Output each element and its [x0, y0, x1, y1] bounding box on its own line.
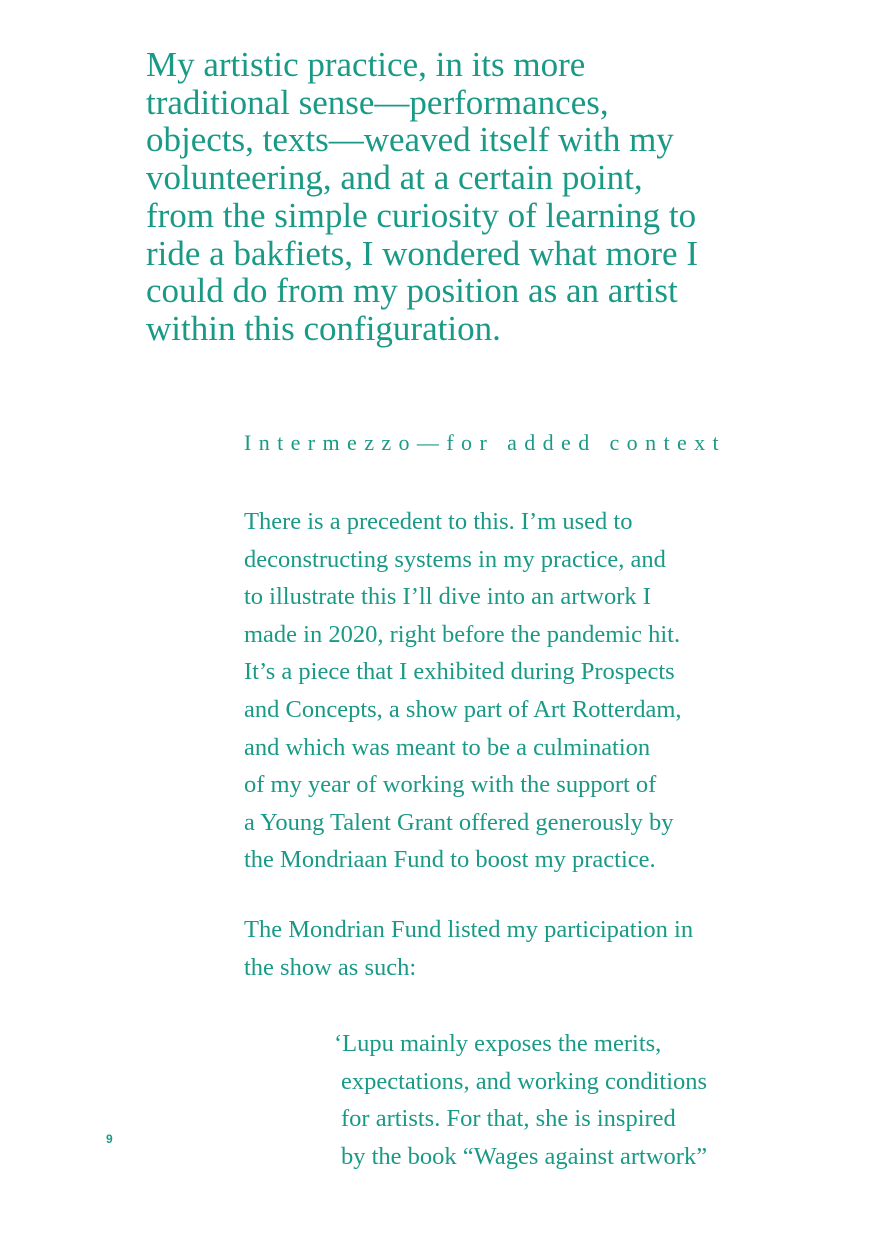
paragraph-line: the Mondriaan Fund to boost my practice.	[244, 846, 656, 874]
quote-line: by the book “Wages against artwork”	[341, 1142, 708, 1170]
quote-line: ‘Lupu mainly exposes the merits,	[334, 1030, 662, 1057]
paragraph-line: made in 2020, right before the pandemic hit.	[244, 620, 681, 648]
lead-line: could do from my position as an artist	[146, 271, 678, 311]
paragraph-line: There is a precedent to this. I’m used to	[244, 508, 633, 535]
paragraph-line: a Young Talent Grant offered generously by	[244, 808, 674, 836]
lead-paragraph	[146, 46, 806, 348]
paragraph-line: of my year of working with the support of	[244, 771, 657, 799]
paragraph-line: deconstructing systems in my practice, and	[244, 545, 666, 573]
paragraph-line: and which was meant to be a culmination	[244, 733, 651, 761]
quote-line: expectations, and working conditions	[341, 1067, 708, 1095]
paragraph-line: to illustrate this I’ll dive into an artwork I	[244, 583, 651, 611]
lead-line: volunteering, and at a certain point,	[146, 158, 643, 198]
lead-line: from the simple curiosity of learning to	[146, 195, 697, 235]
paragraph-line: the show as such:	[244, 953, 417, 981]
page-number: 9	[106, 1132, 113, 1146]
paragraph-line: It’s a piece that I exhibited during Prospects	[244, 658, 675, 686]
lead-line: within this configuration.	[146, 308, 501, 348]
intermezzo-paragraph-1	[244, 503, 682, 879]
lead-line: ride a bakfiets, I wondered what more I	[146, 233, 699, 273]
block-quote	[334, 1025, 707, 1175]
paragraph-line: and Concepts, a show part of Art Rotterdam,	[244, 695, 682, 723]
intermezzo-paragraph-2	[244, 911, 693, 986]
paragraph-line: The Mondrian Fund listed my participation in	[244, 916, 694, 943]
lead-line: traditional sense—performances,	[146, 82, 609, 122]
quote-line: for artists. For that, she is inspired	[341, 1105, 676, 1133]
lead-line: objects, texts—weaved itself with my	[146, 120, 674, 160]
intermezzo-heading: Intermezzo—for added context	[244, 430, 727, 455]
lead-line: My artistic practice, in its more	[146, 45, 586, 84]
